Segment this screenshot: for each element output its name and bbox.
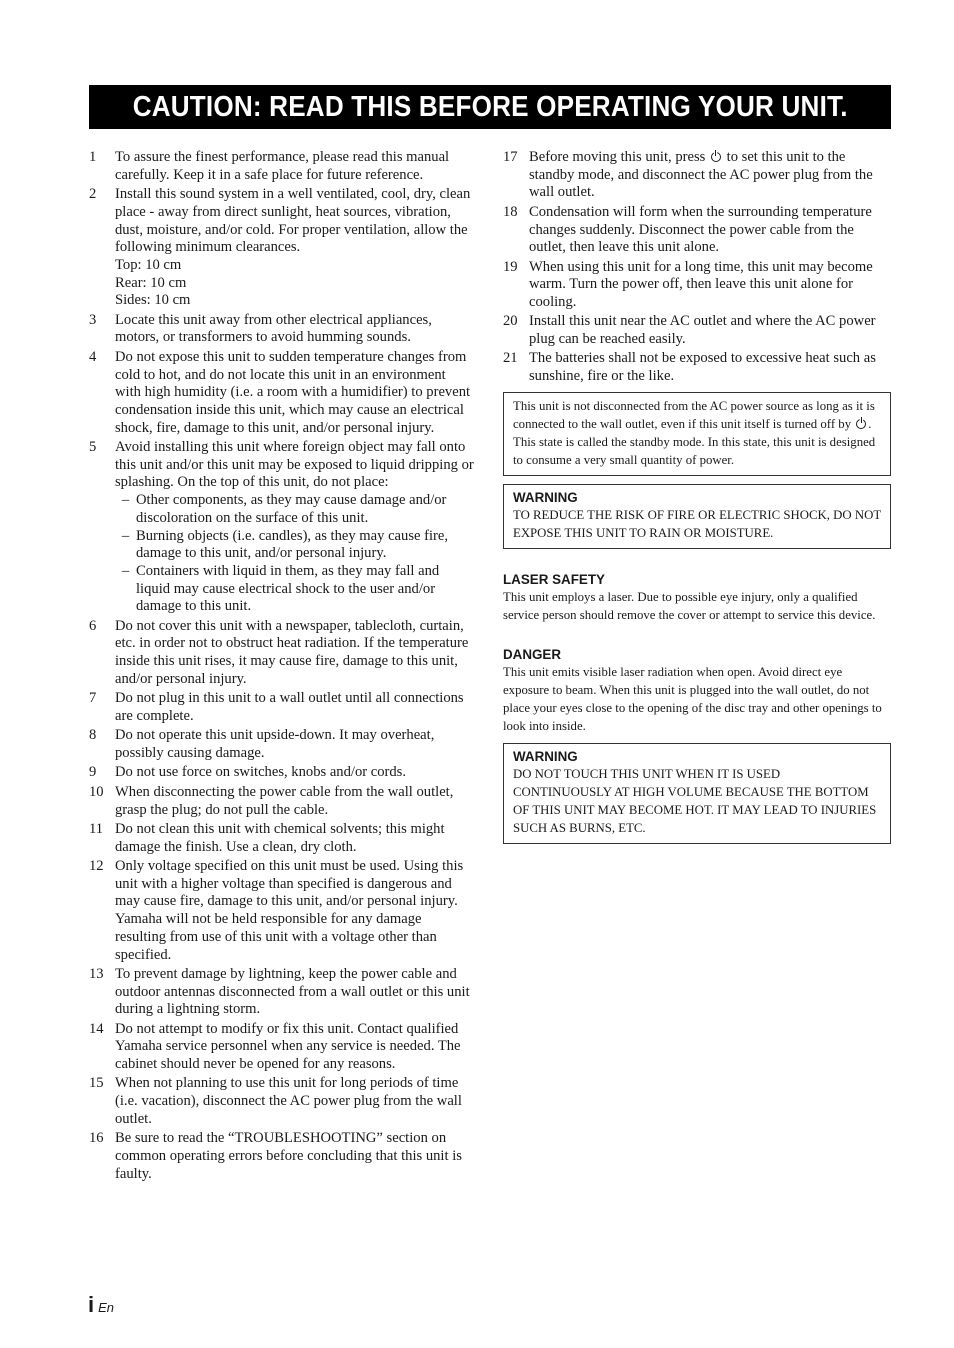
sub-list-item bbox=[115, 528, 475, 563]
item-text bbox=[115, 1021, 475, 1074]
item-text bbox=[115, 727, 475, 762]
right-column bbox=[503, 149, 891, 844]
list-item bbox=[89, 690, 475, 725]
dash-bullet: – bbox=[121, 527, 130, 544]
danger-section bbox=[503, 646, 891, 735]
item-number: 19 bbox=[503, 258, 518, 275]
danger-text: This unit emits visible laser radiation when open. Avoid direct eye exposure to beam. When this unit is plugged into the wall outlet, do not place your eyes close to the opening of the disc tray and other openings to look into inside. bbox=[503, 664, 882, 733]
item-text bbox=[115, 858, 475, 964]
list-item bbox=[503, 204, 891, 257]
item-number: 5 bbox=[89, 439, 97, 455]
item-number: 12 bbox=[89, 857, 104, 874]
list-item bbox=[89, 1075, 475, 1128]
list-item bbox=[89, 1130, 475, 1183]
page-footer bbox=[88, 1292, 114, 1318]
item-number: 6 bbox=[89, 617, 97, 634]
item-line: Avoid installing this unit where foreign object may fall onto this unit and/or this unit may be exposed to liquid dripping or splashing. On the top of this unit, do not place: bbox=[115, 439, 474, 491]
standby-note-text-end: . This state is called the standby mode. In this state, this unit is designed to consume a very small quantity of power. bbox=[513, 416, 876, 467]
laser-safety-heading: LASER SAFETY bbox=[503, 571, 605, 587]
item-text bbox=[115, 1130, 475, 1183]
danger-heading: DANGER bbox=[503, 646, 562, 662]
item-text: Install this unit near the AC outlet and where the AC power plug can be reached easily. bbox=[529, 313, 876, 348]
item-text bbox=[115, 186, 475, 310]
item-text: The batteries shall not be exposed to excessive heat such as sunshine, fire or the like. bbox=[529, 350, 876, 385]
item-text bbox=[115, 1075, 475, 1128]
dash-bullet: – bbox=[121, 562, 130, 579]
item-number: 14 bbox=[89, 1020, 104, 1037]
item-text-part: Before moving this unit, press bbox=[529, 149, 706, 165]
item-line: Do not use force on switches, knobs and/or cords. bbox=[115, 764, 407, 781]
item-text bbox=[115, 764, 475, 782]
caution-banner bbox=[89, 85, 891, 129]
warning-title: WARNING bbox=[513, 748, 578, 764]
list-item bbox=[503, 313, 891, 348]
item-number: 20 bbox=[503, 313, 518, 330]
item-text bbox=[115, 618, 475, 689]
item-line: Do not cover this unit with a newspaper, tablecloth, curtain, etc. in order not to obstruct heat radiation. If the temperature inside this unit rises, it may cause fire, damage to this unit, and/or personal injury. bbox=[115, 617, 469, 687]
warning-text: DO NOT TOUCH THIS UNIT WHEN IT IS USED CONTINUOUSLY AT HIGH VOLUME BECAUSE THE BOTTOM OF THIS UNIT MAY BECOME HOT. IT MAY LEAD TO INJURIES SUCH AS BURNS, ETC. bbox=[513, 766, 877, 835]
item-number: 10 bbox=[89, 783, 104, 800]
list-item bbox=[503, 259, 891, 312]
item-line: Top: 10 cm bbox=[115, 256, 182, 273]
list-item bbox=[89, 821, 475, 856]
list-item bbox=[503, 350, 891, 385]
item-line: To assure the finest performance, please read this manual carefully. Keep it in a safe place for future reference. bbox=[115, 149, 450, 183]
list-item bbox=[89, 727, 475, 762]
list-item bbox=[89, 349, 475, 438]
sub-item-text: Burning objects (i.e. candles), as they may cause fire, damage to this unit, and/or personal injury. bbox=[136, 527, 449, 562]
laser-safety-text: This unit employs a laser. Due to possible eye injury, only a qualified service person should remove the cover or attempt to service this device. bbox=[503, 589, 876, 622]
item-number: 2 bbox=[89, 186, 97, 203]
item-number: 13 bbox=[89, 965, 104, 982]
item-line: Do not attempt to modify or fix this unit. Contact qualified Yamaha service personnel when any service is needed. The cabinet should never be opened for any reasons. bbox=[115, 1020, 461, 1073]
item-line: When not planning to use this unit for long periods of time (i.e. vacation), disconnect the AC power plug from the wall outlet. bbox=[115, 1075, 462, 1127]
item-text-part: to set this unit to the standby mode, and disconnect the AC power plug from the wall outlet. bbox=[529, 149, 873, 201]
item-number: 18 bbox=[503, 203, 518, 220]
sub-list-item bbox=[115, 492, 475, 527]
warning-text: TO REDUCE THE RISK OF FIRE OR ELECTRIC SHOCK, DO NOT EXPOSE THIS UNIT TO RAIN OR MOISTURE. bbox=[513, 507, 881, 540]
item-text: Condensation will form when the surrounding temperature changes suddenly. Disconnect the power cable from the outlet, then leave this unit alone. bbox=[529, 203, 872, 256]
precautions-list-continued bbox=[503, 149, 891, 202]
item-line: Do not plug in this unit to a wall outlet until all connections are complete. bbox=[115, 690, 464, 724]
item-number: 17 bbox=[503, 149, 518, 165]
item-text: When using this unit for a long time, this unit may become warm. Turn the power off, then leave this unit alone for cooling. bbox=[529, 258, 873, 310]
item-line: Locate this unit away from other electrical appliances, motors, or transformers to avoid humming sounds. bbox=[115, 311, 432, 346]
item-line: Do not expose this unit to sudden temperature changes from cold to hot, and do not locate this unit in an environment with high humidity (i.e. a room with a humidifier) to prevent condensation inside this unit, which may cause an electrical shock, fire, damage to this unit, and/or personal injury. bbox=[115, 348, 471, 436]
dash-bullet: – bbox=[121, 492, 130, 509]
item-line: Install this sound system in a well ventilated, cool, dry, clean place - away from direct sunlight, heat sources, vibration, dust, moisture, and/or cold. For proper ventilation, allow the following minimum clearances. bbox=[115, 186, 471, 256]
list-item bbox=[89, 439, 475, 616]
laser-safety-section bbox=[503, 571, 891, 624]
list-item bbox=[89, 1021, 475, 1074]
item-line: Do not clean this unit with chemical solvents; this might damage the finish. Use a clean, dry cloth. bbox=[115, 820, 445, 855]
list-item bbox=[89, 312, 475, 347]
item-text bbox=[529, 149, 891, 202]
item-number: 15 bbox=[89, 1075, 104, 1092]
list-item bbox=[89, 966, 475, 1019]
item-text bbox=[115, 312, 475, 347]
list-item bbox=[89, 784, 475, 819]
warning-box-moisture bbox=[503, 484, 891, 549]
item-text bbox=[115, 690, 475, 725]
language-code: En bbox=[98, 1300, 115, 1315]
precautions-list-more bbox=[503, 204, 891, 386]
list-item bbox=[89, 186, 475, 310]
item-line: Rear: 10 cm bbox=[115, 274, 187, 291]
item-number: 4 bbox=[89, 348, 97, 365]
list-item bbox=[503, 149, 891, 202]
warning-title: WARNING bbox=[513, 489, 578, 505]
sub-list bbox=[115, 492, 475, 616]
item-number: 21 bbox=[503, 350, 518, 367]
power-icon bbox=[711, 152, 721, 162]
item-text bbox=[115, 439, 475, 616]
item-number: 8 bbox=[89, 727, 97, 744]
list-item bbox=[89, 764, 475, 782]
item-text bbox=[115, 966, 475, 1019]
item-number: 1 bbox=[89, 149, 97, 165]
sub-item-text: Other components, as they may cause damage and/or discoloration on the surface of this unit. bbox=[136, 492, 447, 526]
precautions-list bbox=[89, 149, 475, 1183]
warning-box-heat bbox=[503, 743, 891, 844]
list-item bbox=[89, 149, 475, 184]
item-line: Only voltage specified on this unit must be used. Using this unit with a higher voltage than specified is dangerous and may cause fire, damage to this unit, and/or personal injury. Yamaha will not be held responsible for any damage resulting from use of this unit with a voltage other than specified. bbox=[115, 857, 464, 963]
item-number: 7 bbox=[89, 690, 97, 707]
power-icon bbox=[856, 419, 866, 429]
sub-list-item bbox=[115, 563, 475, 616]
sub-item-text: Containers with liquid in them, as they may fall and liquid may cause electrical shock to the user and/or damage to this unit. bbox=[136, 562, 440, 615]
item-text bbox=[115, 784, 475, 819]
standby-note-text: This unit is not disconnected from the AC power source as long as it is connected to the wall outlet, even if this unit itself is turned off by bbox=[513, 398, 875, 431]
item-line: When disconnecting the power cable from the wall outlet, grasp the plug; do not pull the cable. bbox=[115, 783, 454, 818]
item-line: To prevent damage by lightning, keep the power cable and outdoor antennas disconnected from a wall outlet or this unit during a lightning storm. bbox=[115, 965, 470, 1018]
item-number: 3 bbox=[89, 311, 97, 328]
item-line: Do not operate this unit upside-down. It may overheat, possibly causing damage. bbox=[115, 727, 435, 762]
item-text bbox=[115, 349, 475, 438]
left-column bbox=[89, 149, 475, 1185]
item-line: Be sure to read the “TROUBLESHOOTING” section on common operating errors before concluding that this unit is faulty. bbox=[115, 1130, 462, 1182]
list-item bbox=[89, 858, 475, 964]
banner-title: CAUTION: READ THIS BEFORE OPERATING YOUR UNIT. bbox=[132, 90, 848, 123]
standby-note-box bbox=[503, 392, 891, 476]
list-item bbox=[89, 618, 475, 689]
item-text bbox=[115, 149, 475, 184]
item-text bbox=[115, 821, 475, 856]
item-number: 16 bbox=[89, 1130, 104, 1147]
item-number: 11 bbox=[89, 820, 104, 837]
page-number: i bbox=[88, 1292, 95, 1317]
item-line: Sides: 10 cm bbox=[115, 292, 191, 309]
item-number: 9 bbox=[89, 764, 97, 781]
